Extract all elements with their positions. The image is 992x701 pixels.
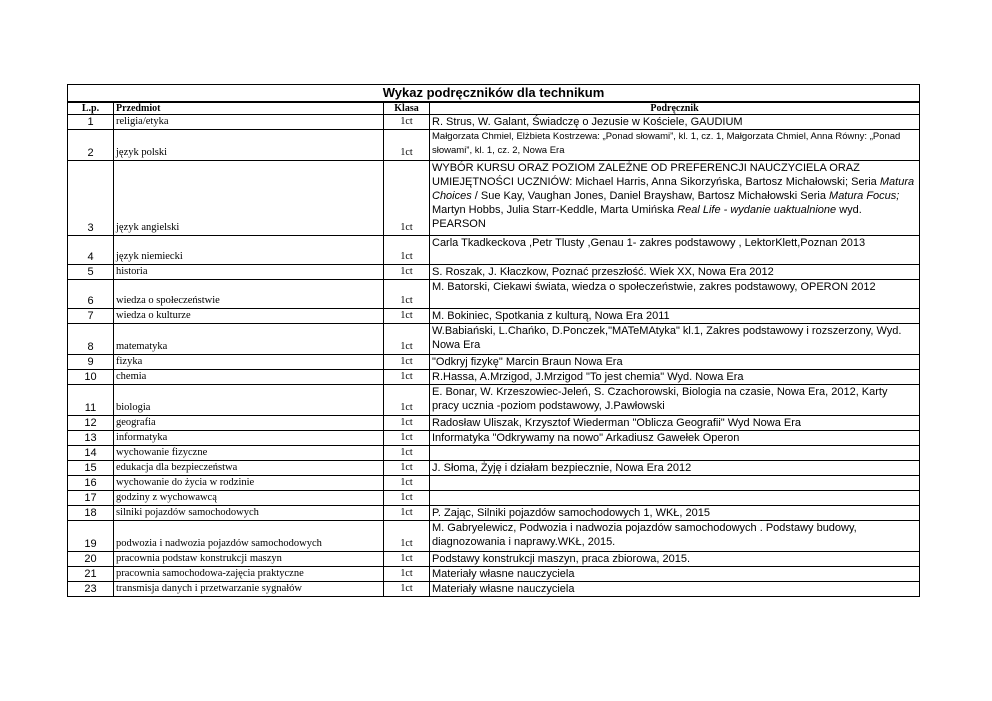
subject-cell: silniki pojazdów samochodowych — [114, 506, 384, 521]
lp-cell: 21 — [68, 567, 114, 582]
book-cell: E. Bonar, W. Krzeszowiec-Jeleń, S. Czachorowski, Biologia na czasie, Nowa Era, 2012, Karty pracy ucznia -poziom podstawowy, J.Pawłowski — [430, 385, 920, 416]
klasa-cell: 1ct — [384, 130, 430, 161]
table-row — [68, 385, 920, 416]
book-cell: R.Hassa, A.Mrzigod, J.Mrzigod "To jest chemia" Wyd. Nowa Era — [430, 370, 920, 385]
lp-cell: 20 — [68, 552, 114, 567]
book-cell: Materiały własne nauczyciela — [430, 582, 920, 597]
lp-cell: 18 — [68, 506, 114, 521]
klasa-cell: 1ct — [384, 161, 430, 236]
book-cell: Małgorzata Chmiel, Elżbieta Kostrzewa: „Ponad słowami”, kl. 1, cz. 1, Małgorzata Chmiel, Anna Równy: „Ponad słowami”, kl. 1, cz. 2, Nowa Era — [430, 130, 920, 161]
book-text: / Sue Kay, Vaughan Jones, Daniel Brayshaw, Bartosz Michałowski Seria — [471, 190, 830, 202]
klasa-cell: 1ct — [384, 461, 430, 476]
klasa-cell: 1ct — [384, 355, 430, 370]
klasa-cell: 1ct — [384, 582, 430, 597]
header-book: Podręcznik — [430, 102, 920, 115]
book-cell: Carla Tkadkeckova ,Petr Tlusty ,Genau 1- zakres podstawowy , LektorKlett,Poznan 2013 — [430, 236, 920, 265]
header-lp: L.p. — [68, 102, 114, 115]
klasa-cell: 1ct — [384, 446, 430, 461]
lp-cell: 13 — [68, 431, 114, 446]
title-row — [68, 85, 920, 103]
lp-cell: 3 — [68, 161, 114, 236]
subject-cell: matematyka — [114, 324, 384, 355]
lp-cell: 16 — [68, 476, 114, 491]
klasa-cell: 1ct — [384, 280, 430, 309]
book-cell — [430, 446, 920, 461]
book-series-reallife: Real Life - wydanie uaktualnione — [677, 204, 837, 216]
subject-cell: edukacja dla bezpieczeństwa — [114, 461, 384, 476]
book-cell: M. Gabryelewicz, Podwozia i nadwozia pojazdów samochodowych . Podstawy budowy, diagnozowania i naprawy.WKŁ, 2015. — [430, 521, 920, 552]
klasa-cell: 1ct — [384, 324, 430, 355]
lp-cell: 12 — [68, 416, 114, 431]
header-row — [68, 102, 920, 115]
book-series-focus: Matura Focus; — [829, 190, 900, 202]
klasa-cell: 1ct — [384, 265, 430, 280]
klasa-cell: 1ct — [384, 506, 430, 521]
table-row — [68, 309, 920, 324]
table-row — [68, 265, 920, 280]
book-series-choices: Matura Choices — [432, 176, 915, 202]
table-row — [68, 567, 920, 582]
table-row — [68, 506, 920, 521]
subject-cell: informatyka — [114, 431, 384, 446]
subject-cell: język angielski — [114, 161, 384, 236]
table-row — [68, 461, 920, 476]
subject-cell: wychowanie fizyczne — [114, 446, 384, 461]
subject-cell: podwozia i nadwozia pojazdów samochodowych — [114, 521, 384, 552]
lp-cell: 7 — [68, 309, 114, 324]
subject-cell: wychowanie do życia w rodzinie — [114, 476, 384, 491]
book-cell: M. Bokiniec, Spotkania z kulturą, Nowa Era 2011 — [430, 309, 920, 324]
klasa-cell: 1ct — [384, 552, 430, 567]
book-cell: Podstawy konstrukcji maszyn, praca zbiorowa, 2015. — [430, 552, 920, 567]
subject-cell: historia — [114, 265, 384, 280]
klasa-cell: 1ct — [384, 491, 430, 506]
subject-cell: pracownia podstaw konstrukcji maszyn — [114, 552, 384, 567]
klasa-cell: 1ct — [384, 236, 430, 265]
book-cell: "Odkryj fizykę" Marcin Braun Nowa Era — [430, 355, 920, 370]
book-cell: M. Batorski, Ciekawi świata, wiedza o społeczeństwie, zakres podstawowy, OPERON 2012 — [430, 280, 920, 309]
table-row — [68, 355, 920, 370]
table-row — [68, 280, 920, 309]
table-row — [68, 476, 920, 491]
book-text: wyd. PEARSON — [432, 204, 862, 230]
table-row — [68, 130, 920, 161]
lp-cell: 15 — [68, 461, 114, 476]
lp-cell: 11 — [68, 385, 114, 416]
lp-cell: 14 — [68, 446, 114, 461]
header-subject: Przedmiot — [114, 102, 384, 115]
table-row — [68, 521, 920, 552]
book-cell: R. Strus, W. Galant, Świadczę o Jezusie w Kościele, GAUDIUM — [430, 115, 920, 130]
lp-cell: 5 — [68, 265, 114, 280]
table-row — [68, 370, 920, 385]
subject-cell: chemia — [114, 370, 384, 385]
subject-cell: język polski — [114, 130, 384, 161]
book-cell: W.Babiański, L.Chańko, D.Ponczek,"MATeMAtyka" kl.1, Zakres podstawowy i rozszerzony, Wyd. Nowa Era — [430, 324, 920, 355]
subject-cell: język niemiecki — [114, 236, 384, 265]
book-cell: S. Roszak, J. Kłaczkow, Poznać przeszłość. Wiek XX, Nowa Era 2012 — [430, 265, 920, 280]
lp-cell: 9 — [68, 355, 114, 370]
book-text: WYBÓR KURSU ORAZ POZIOM ZALEŻNE OD PREFERENCJI NAUCZYCIELA ORAZ UMIEJĘTNOŚCI UCZNIÓW: Michael Harris, Anna Sikorzyńska, Bartosz Michałowski; Seria — [432, 162, 880, 188]
book-text: Martyn Hobbs, Julia Starr-Keddle, Marta Umińska — [432, 204, 678, 216]
subject-cell: wiedza o kulturze — [114, 309, 384, 324]
klasa-cell: 1ct — [384, 115, 430, 130]
table-row — [68, 552, 920, 567]
klasa-cell: 1ct — [384, 567, 430, 582]
subject-cell: geografia — [114, 416, 384, 431]
klasa-cell: 1ct — [384, 476, 430, 491]
klasa-cell: 1ct — [384, 521, 430, 552]
subject-cell: godziny z wychowawcą — [114, 491, 384, 506]
book-cell: J. Słoma, Żyję i działam bezpiecznie, Nowa Era 2012 — [430, 461, 920, 476]
table-row — [68, 431, 920, 446]
lp-cell: 19 — [68, 521, 114, 552]
lp-cell: 17 — [68, 491, 114, 506]
subject-cell: pracownia samochodowa-zajęcia praktyczne — [114, 567, 384, 582]
klasa-cell: 1ct — [384, 385, 430, 416]
klasa-cell: 1ct — [384, 416, 430, 431]
subject-cell: biologia — [114, 385, 384, 416]
lp-cell: 1 — [68, 115, 114, 130]
table-row — [68, 161, 920, 236]
table-row — [68, 236, 920, 265]
book-cell — [430, 491, 920, 506]
table-title: Wykaz podręczników dla technikum — [68, 85, 920, 103]
book-cell: P. Zając, Silniki pojazdów samochodowych 1, WKŁ, 2015 — [430, 506, 920, 521]
book-cell — [430, 161, 920, 236]
subject-cell: religia/etyka — [114, 115, 384, 130]
book-cell: Informatyka "Odkrywamy na nowo" Arkadiusz Gawełek Operon — [430, 431, 920, 446]
subject-cell: wiedza o społeczeństwie — [114, 280, 384, 309]
book-cell: Radosław Uliszak, Krzysztof Wiederman "Oblicza Geografii" Wyd Nowa Era — [430, 416, 920, 431]
table-row — [68, 582, 920, 597]
lp-cell: 23 — [68, 582, 114, 597]
klasa-cell: 1ct — [384, 431, 430, 446]
lp-cell: 6 — [68, 280, 114, 309]
table-row — [68, 324, 920, 355]
book-cell: Materiały własne nauczyciela — [430, 567, 920, 582]
lp-cell: 4 — [68, 236, 114, 265]
book-cell — [430, 476, 920, 491]
klasa-cell: 1ct — [384, 309, 430, 324]
table-row — [68, 416, 920, 431]
klasa-cell: 1ct — [384, 370, 430, 385]
header-klasa: Klasa — [384, 102, 430, 115]
table-row — [68, 491, 920, 506]
lp-cell: 8 — [68, 324, 114, 355]
table-row — [68, 115, 920, 130]
lp-cell: 2 — [68, 130, 114, 161]
table-row — [68, 446, 920, 461]
lp-cell: 10 — [68, 370, 114, 385]
textbook-list-table — [67, 84, 920, 597]
subject-cell: fizyka — [114, 355, 384, 370]
subject-cell: transmisja danych i przetwarzanie sygnałów — [114, 582, 384, 597]
